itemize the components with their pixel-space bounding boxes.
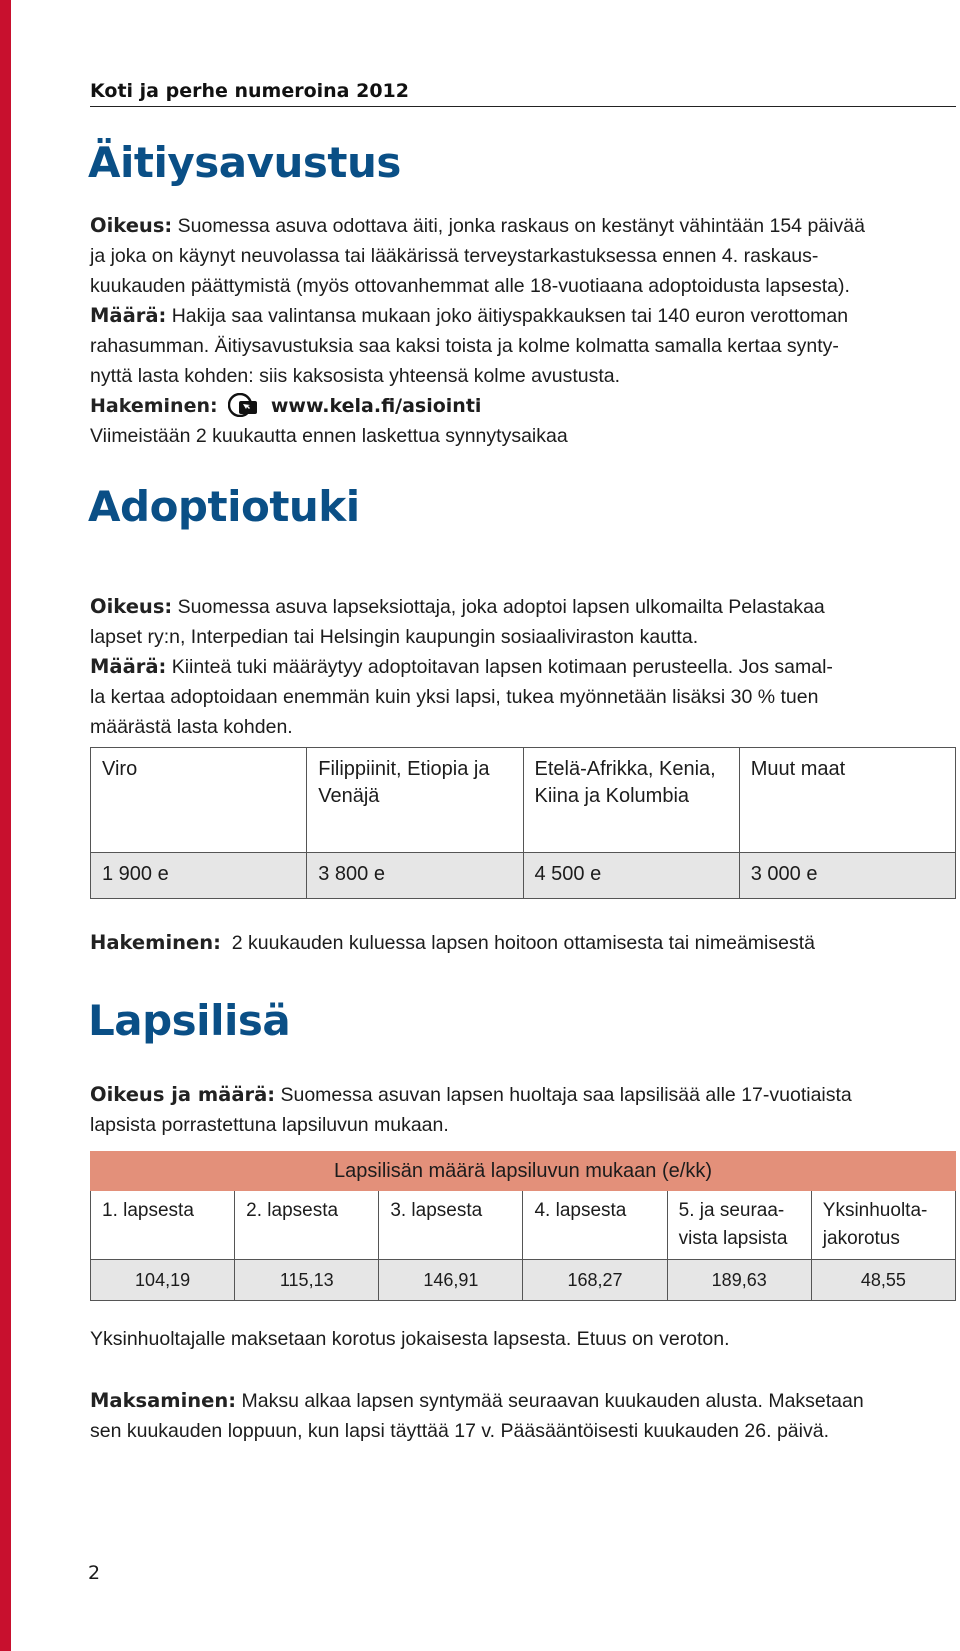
lapsilisa-note	[90, 1324, 960, 1354]
hakeminen-text: 2 kuukauden kuluessa lapsen hoitoon ottamisesta tai nimeämisestä	[231, 932, 815, 954]
table-cell: 4 500 e	[523, 853, 739, 899]
lapsilisa-maksaminen	[90, 1386, 960, 1446]
adoptiotuki-maara-line-2: la kertaa adoptoidaan enemmän kuin yksi lapsi, tukea myönnetään lisäksi 30 % tuen	[90, 686, 819, 708]
side-color-bar	[0, 0, 11, 1651]
table-row	[91, 1260, 956, 1301]
table-header-cell: 2. lapsesta	[235, 1191, 379, 1260]
page-header	[90, 80, 956, 107]
table-cell: 115,13	[235, 1260, 379, 1301]
aitiysavustus-deadline: Viimeistään 2 kuukautta ennen laskettua synnytysaikaa	[90, 425, 568, 447]
aitiysavustus-hakeminen-line	[90, 391, 960, 421]
table-header-cell: 1. lapsesta	[91, 1191, 235, 1260]
table-header-cell: Etelä-Afrikka, Kenia, Kiina ja Kolumbia	[523, 748, 739, 853]
oikeus-text: Suomessa asuva odottava äiti, jonka raskaus on kestänyt vähintään 154 päivää	[177, 215, 865, 237]
section-title-adoptiotuki: Adoptiotuki	[88, 482, 360, 531]
table-header-row	[91, 1191, 956, 1260]
table-row	[91, 853, 956, 899]
table-cell: 3 800 e	[307, 853, 523, 899]
oikeus-text: Suomessa asuvan lapsen huoltaja saa lapsilisää alle 17-vuotiaista	[280, 1084, 852, 1106]
table-header-cell: Yksinhuolta-jakorotus	[811, 1191, 955, 1260]
maksaminen-label: Maksaminen:	[90, 1389, 237, 1412]
aitiysavustus-maara-line	[90, 301, 960, 331]
table-header-cell: Filippiinit, Etiopia ja Venäjä	[307, 748, 523, 853]
adoptiotuki-body	[90, 592, 960, 742]
table-header-row	[91, 748, 956, 853]
maara-label: Määrä:	[90, 304, 167, 327]
lapsilisa-oikeus-line-2: lapsista porrastettuna lapsiluvun mukaan.	[90, 1114, 449, 1136]
kela-asiointi-link[interactable]: www.kela.fi/asiointi	[270, 395, 482, 417]
lapsilisa-note-text: Yksinhuoltajalle maksetaan korotus jokaisesta lapsesta. Etuus on veroton.	[90, 1328, 730, 1350]
header-title: Koti ja perhe numeroina 2012	[90, 80, 410, 102]
aitiysavustus-maara-line-3: nyttä lasta kohden: siis kaksosista yhteensä kolme avustusta.	[90, 365, 621, 387]
lapsilisa-oikeus-line	[90, 1080, 960, 1110]
table-header-cell: 3. lapsesta	[379, 1191, 523, 1260]
hakeminen-label: Hakeminen:	[90, 395, 218, 417]
table-header-cell: Viro	[91, 748, 307, 853]
oikeus-ja-maara-label: Oikeus ja määrä:	[90, 1083, 276, 1106]
table-cell: 168,27	[523, 1260, 667, 1301]
table-caption: Lapsilisän määrä lapsiluvun mukaan (e/kk)	[91, 1152, 956, 1191]
computer-mouse-icon	[228, 393, 258, 417]
oikeus-label: Oikeus:	[90, 595, 173, 618]
adoptiotuki-oikeus-line-2: lapset ry:n, Interpedian tai Helsingin kaupungin sosiaaliviraston kautta.	[90, 626, 699, 648]
child-benefit-table	[90, 1151, 956, 1301]
table-header-cell: 5. ja seuraa-vista lapsista	[667, 1191, 811, 1260]
table-header-cell: 4. lapsesta	[523, 1191, 667, 1260]
table-cell: 104,19	[91, 1260, 235, 1301]
lapsilisa-body	[90, 1080, 960, 1140]
table-caption-row	[91, 1152, 956, 1191]
aitiysavustus-oikeus-line	[90, 211, 960, 241]
oikeus-label: Oikeus:	[90, 214, 173, 237]
maksaminen-text: Maksu alkaa lapsen syntymää seuraavan kuukauden alusta. Maksetaan	[241, 1390, 864, 1412]
oikeus-text: Suomessa asuva lapseksiottaja, joka adoptoi lapsen ulkomailta Pelastakaa	[177, 596, 825, 618]
maara-text: Kiinteä tuki määräytyy adoptoitavan lapsen kotimaan perusteella. Jos samal-	[171, 656, 833, 678]
aitiysavustus-body	[90, 211, 960, 451]
table-cell: 146,91	[379, 1260, 523, 1301]
table-cell: 3 000 e	[739, 853, 955, 899]
table-cell: 48,55	[811, 1260, 955, 1301]
adoptiotuki-maara-line-3: määrästä lasta kohden.	[90, 716, 293, 738]
maara-label: Määrä:	[90, 655, 167, 678]
section-title-aitiysavustus: Äitiysavustus	[88, 138, 401, 187]
aitiysavustus-oikeus-line-2: ja joka on käynyt neuvolassa tai lääkärissä terveystarkastuksessa ennen 4. raskaus-	[90, 245, 819, 267]
table-header-cell: Muut maat	[739, 748, 955, 853]
maara-text: Hakija saa valintansa mukaan joko äitiyspakkauksen tai 140 euron verottoman	[171, 305, 849, 327]
adoptiotuki-hakeminen	[90, 928, 960, 958]
table-cell: 1 900 e	[91, 853, 307, 899]
page-number: 2	[88, 1562, 101, 1584]
maksaminen-line	[90, 1386, 960, 1416]
hakeminen-label: Hakeminen:	[90, 931, 221, 954]
adoption-support-table	[90, 747, 956, 899]
section-title-lapsilisa: Lapsilisä	[88, 996, 291, 1045]
aitiysavustus-maara-line-2: rahasumman. Äitiysavustuksia saa kaksi toista ja kolme kolmatta samalla kertaa synty-	[90, 335, 839, 357]
maksaminen-line-2: sen kuukauden loppuun, kun lapsi täyttää 17 v. Pääsääntöisesti kuukauden 26. päivä.	[90, 1420, 829, 1442]
adoptiotuki-oikeus-line	[90, 592, 960, 622]
table-cell: 189,63	[667, 1260, 811, 1301]
adoptiotuki-hakeminen-line	[90, 928, 960, 958]
aitiysavustus-oikeus-line-3: kuukauden päättymistä (myös ottovanhemmat alle 18-vuotiaana adoptoidusta lapsesta).	[90, 275, 850, 297]
adoptiotuki-maara-line	[90, 652, 960, 682]
